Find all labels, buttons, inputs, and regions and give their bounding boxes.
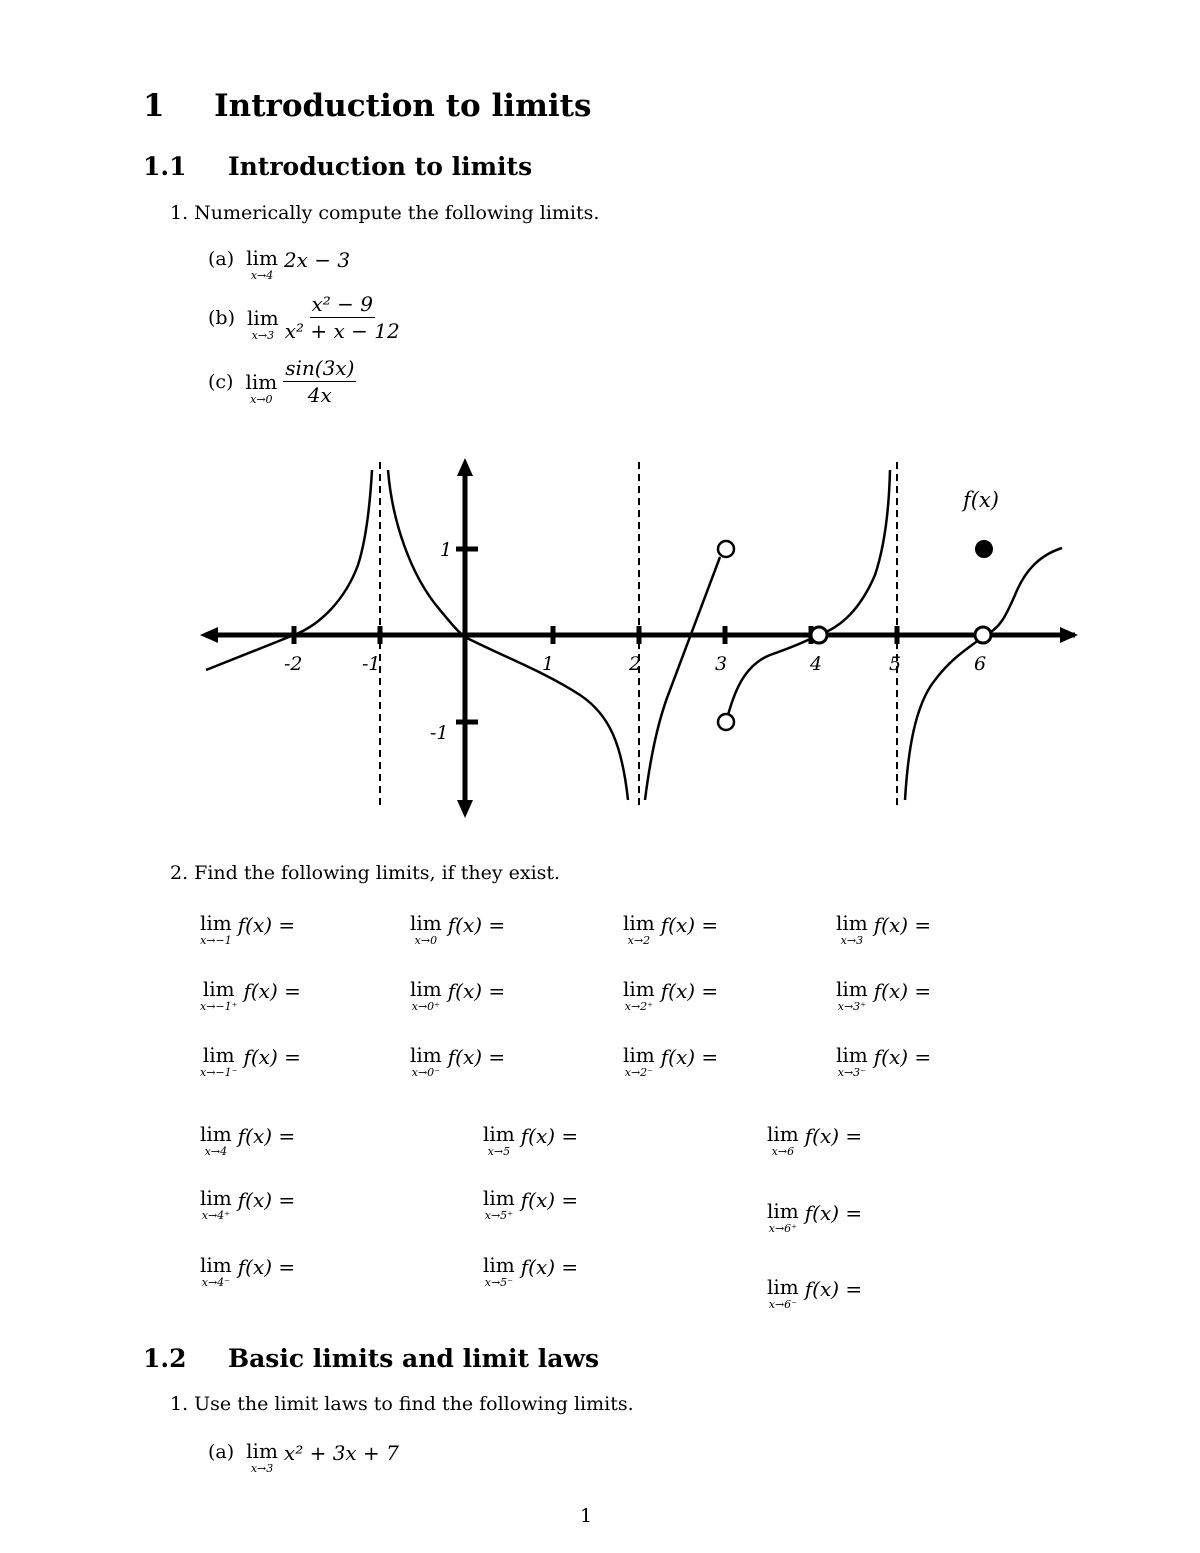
lim-subscript: x→6⁻ — [768, 1298, 797, 1311]
y-tick-label: 1 — [440, 539, 453, 561]
lim-expression: x² + 3x + 7 — [283, 1441, 399, 1465]
lim-subscript: x→2⁻ — [624, 1066, 653, 1079]
lim-operator: lim — [767, 1199, 799, 1223]
lim-expression: f(x) = — [660, 913, 719, 937]
lim-expression: f(x) = — [520, 1188, 579, 1212]
limit-question — [200, 1188, 295, 1221]
lim-subscript: x→4⁻ — [201, 1276, 230, 1289]
x-tick-label: 1 — [542, 653, 555, 675]
x-tick-label: 5 — [889, 653, 902, 675]
open-point — [718, 714, 734, 730]
limit-question — [483, 1188, 578, 1221]
lim-subscript: x→5 — [487, 1145, 511, 1158]
fraction-numerator: sin(3x) — [285, 356, 355, 380]
part-label: (b) — [208, 306, 235, 329]
limit-question — [200, 1255, 295, 1288]
lim-operator: lim — [245, 370, 278, 394]
lim-expression: f(x) = — [873, 979, 932, 1003]
subsection-heading-1-2 — [143, 1344, 599, 1373]
limit-question — [767, 1277, 862, 1310]
open-point — [718, 541, 734, 557]
curve-segment — [206, 470, 372, 670]
lim-operator: lim — [483, 1186, 515, 1210]
lim-operator: lim — [483, 1122, 515, 1146]
lim-expression: f(x) = — [804, 1201, 863, 1225]
lim-expression: f(x) = — [447, 913, 506, 937]
x-tick-label: 4 — [810, 653, 823, 675]
x-tick-label: -2 — [284, 653, 303, 675]
lim-operator: lim — [200, 1253, 232, 1277]
lim-operator: lim — [200, 911, 232, 935]
lim-subscript: x→0 — [414, 934, 438, 947]
limit-question — [200, 1124, 295, 1157]
lim-expression: f(x) = — [520, 1255, 579, 1279]
lim-subscript: x→2⁺ — [624, 1000, 653, 1013]
limit-question — [767, 1201, 862, 1234]
lim-expression: f(x) = — [804, 1124, 863, 1148]
lim-operator: lim — [202, 1043, 235, 1067]
lim-expression: f(x) = — [660, 979, 719, 1003]
subsection-title: Basic limits and limit laws — [227, 1344, 600, 1373]
lim-operator: lim — [623, 911, 655, 935]
limit-question — [410, 979, 505, 1012]
problem-3-text: 1. Use the limit laws to find the following limits. — [170, 1393, 634, 1415]
lim-operator: lim — [202, 977, 235, 1001]
x-tick-label: 2 — [629, 653, 642, 675]
lim-operator: lim — [767, 1122, 799, 1146]
limit-question — [623, 913, 718, 946]
limit-question — [410, 913, 505, 946]
lim-subscript: x→3 — [840, 934, 864, 947]
curve-segment — [728, 470, 890, 715]
open-point — [975, 627, 991, 643]
lim-subscript: x→6⁺ — [768, 1222, 797, 1235]
limit-question — [836, 1045, 931, 1078]
lim-expression: f(x) = — [237, 1124, 296, 1148]
lim-subscript: x→3 — [250, 1462, 274, 1475]
lim-expression: f(x) = — [804, 1277, 863, 1301]
limit-question — [200, 1045, 301, 1078]
lim-subscript: x→4⁺ — [201, 1209, 230, 1222]
lim-operator: lim — [836, 977, 868, 1001]
lim-expression: f(x) = — [447, 979, 506, 1003]
lim-subscript: x→−1 — [200, 934, 232, 947]
lim-operator: lim — [200, 1186, 232, 1210]
lim-operator: lim — [410, 1043, 442, 1067]
lim-expression: f(x) = — [243, 1045, 301, 1069]
open-point — [811, 627, 827, 643]
y-axis-arrow-bottom — [457, 800, 473, 818]
page-number: 1 — [580, 1505, 593, 1527]
y-tick-label: -1 — [430, 722, 449, 744]
limit-question — [483, 1255, 578, 1288]
lim-expression: f(x) = — [873, 913, 932, 937]
x-tick-label: -1 — [362, 653, 381, 675]
lim-subscript: x→3⁻ — [837, 1066, 866, 1079]
lim-expression: f(x) = — [447, 1045, 506, 1069]
lim-subscript: x→−1⁺ — [200, 1000, 238, 1013]
lim-subscript: x→0 — [250, 393, 273, 406]
limit-question — [767, 1124, 862, 1157]
problem-1-text: 1. Numerically compute the following limits. — [170, 202, 600, 224]
part-label: (c) — [208, 370, 234, 393]
part-label: (a) — [208, 1441, 235, 1463]
subsection-title: Introduction to limits — [227, 152, 533, 181]
lim-operator: lim — [410, 977, 442, 1001]
x-tick-label: 6 — [974, 653, 987, 675]
lim-subscript: x→3⁺ — [837, 1000, 866, 1013]
limit-question — [836, 913, 931, 946]
lim-operator: lim — [483, 1253, 515, 1277]
lim-expression: f(x) = — [237, 1188, 296, 1212]
problem-2-text: 2. Find the following limits, if they exist. — [170, 862, 561, 884]
lim-operator: lim — [836, 911, 868, 935]
fraction-denominator: x² + x − 12 — [284, 319, 400, 343]
y-axis-arrow-top — [457, 458, 473, 476]
lim-expression: f(x) = — [520, 1124, 579, 1148]
lim-subscript: x→−1⁻ — [200, 1066, 238, 1079]
lim-expression: f(x) = — [237, 1255, 296, 1279]
problem-3a — [208, 1441, 399, 1474]
limit-question — [200, 979, 301, 1012]
lim-subscript: x→5⁺ — [484, 1209, 513, 1222]
subsection-number: 1.1 — [143, 152, 187, 181]
subsection-number: 1.2 — [143, 1344, 187, 1373]
lim-subscript: x→2 — [627, 934, 651, 947]
lim-operator: lim — [200, 1122, 232, 1146]
x-tick-label: 3 — [715, 653, 728, 675]
lim-subscript: x→6 — [771, 1145, 795, 1158]
lim-operator: lim — [246, 246, 278, 270]
limit-question — [410, 1045, 505, 1078]
lim-expression: f(x) = — [660, 1045, 719, 1069]
part-label: (a) — [208, 248, 235, 270]
curve-segment — [645, 557, 720, 800]
lim-operator: lim — [836, 1043, 868, 1067]
lim-subscript: x→5⁻ — [484, 1276, 513, 1289]
fraction-denominator: 4x — [307, 383, 332, 407]
x-axis-arrow-left — [200, 627, 218, 643]
lim-subscript: x→0⁺ — [411, 1000, 440, 1013]
x-axis-arrow-right — [1060, 627, 1078, 643]
lim-operator: lim — [623, 1043, 655, 1067]
lim-expression: f(x) = — [873, 1045, 932, 1069]
lim-subscript: x→4 — [250, 269, 274, 282]
lim-operator: lim — [246, 1439, 278, 1463]
lim-operator: lim — [247, 306, 279, 330]
lim-subscript: x→0⁻ — [411, 1066, 440, 1079]
lim-operator: lim — [410, 911, 442, 935]
limit-question — [200, 913, 295, 946]
limit-question — [483, 1124, 578, 1157]
section-number: 1 — [143, 88, 165, 124]
lim-expression: f(x) = — [237, 913, 296, 937]
lim-subscript: x→3 — [251, 329, 275, 342]
limit-question — [623, 979, 718, 1012]
lim-operator: lim — [623, 977, 655, 1001]
limit-question — [836, 979, 931, 1012]
fraction-numerator: x² − 9 — [311, 292, 373, 316]
function-label: f(x) — [963, 488, 1000, 512]
lim-expression: f(x) = — [243, 979, 301, 1003]
section-title: Introduction to limits — [214, 88, 592, 124]
lim-subscript: x→4 — [204, 1145, 228, 1158]
filled-point — [975, 540, 993, 558]
lim-operator: lim — [767, 1275, 799, 1299]
limit-question — [623, 1045, 718, 1078]
lim-expression: 2x − 3 — [283, 248, 351, 272]
